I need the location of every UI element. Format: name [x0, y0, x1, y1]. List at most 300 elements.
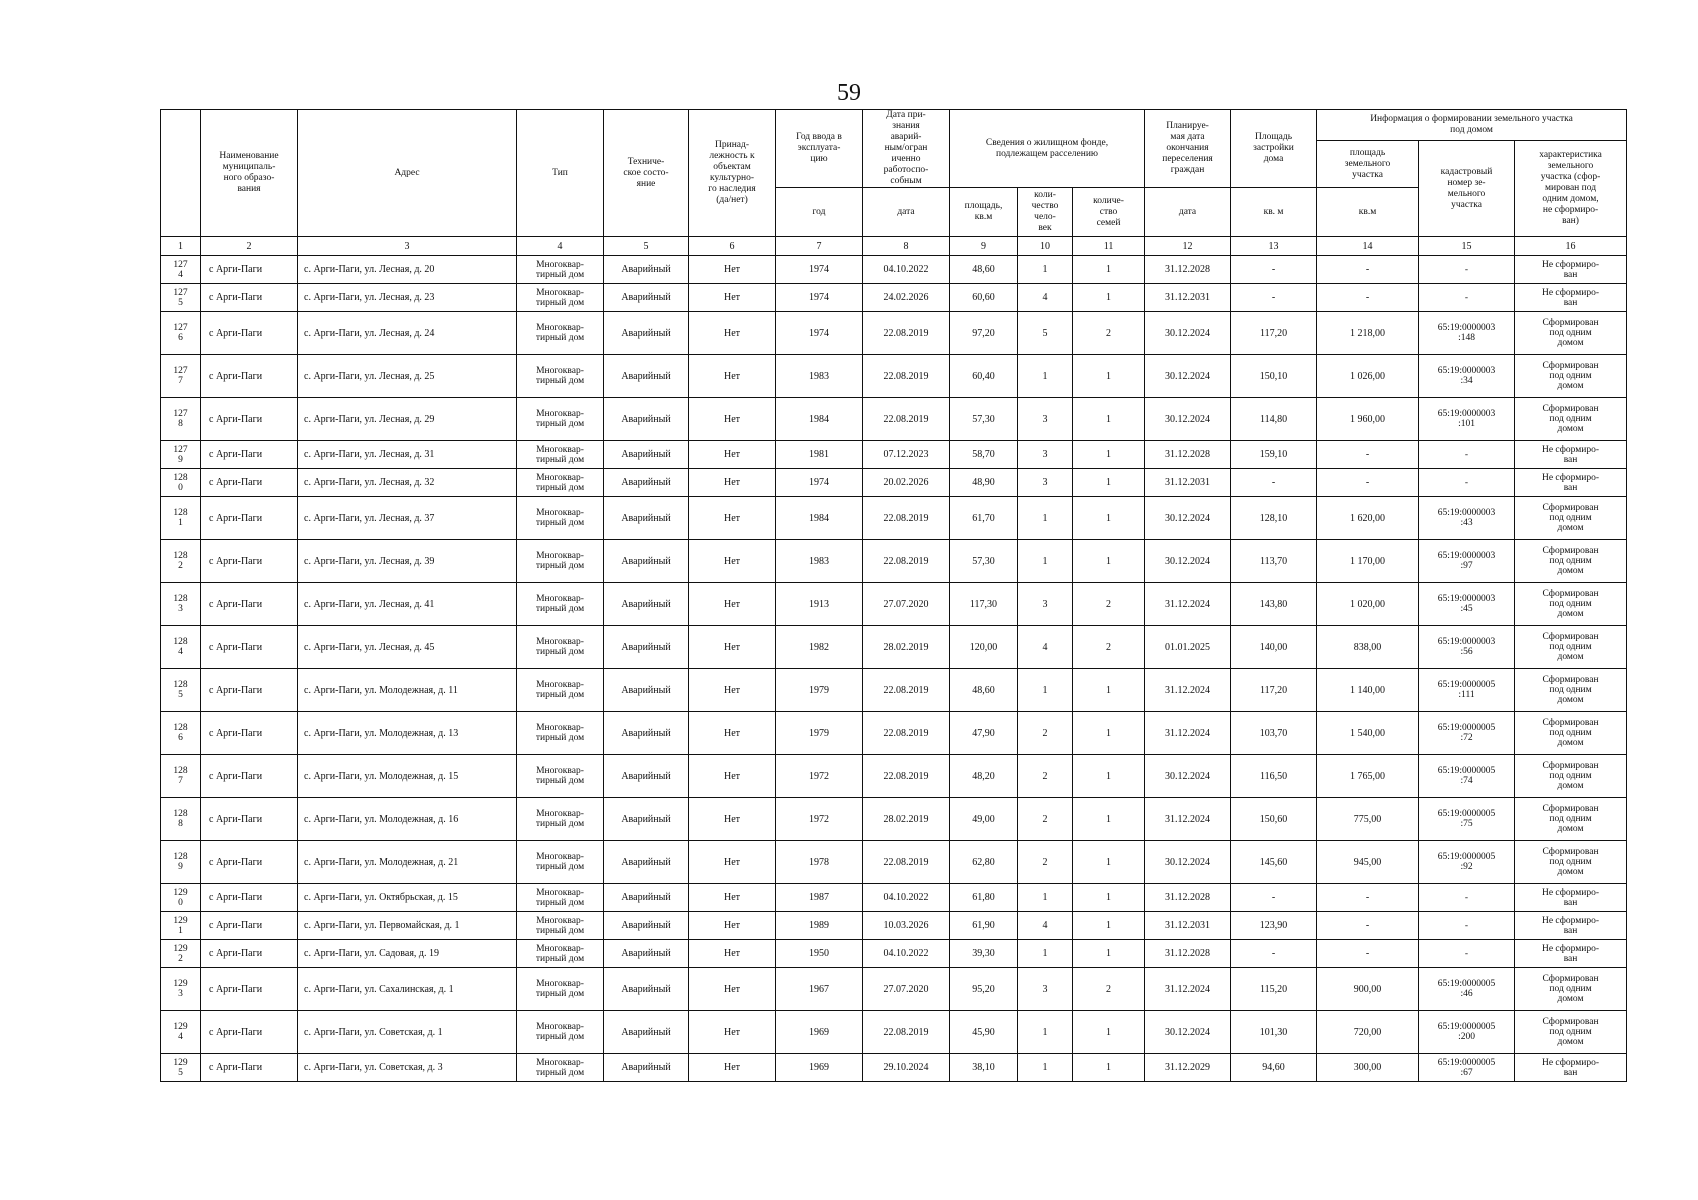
row-number: 129 3 [161, 968, 201, 1011]
land-status-cell: Сформирован под одним домом [1515, 583, 1627, 626]
address-cell: с. Арги-Паги, ул. Молодежная, д. 15 [298, 755, 517, 798]
row-number: 129 0 [161, 884, 201, 912]
people-cell: 1 [1018, 884, 1073, 912]
people-cell: 1 [1018, 256, 1073, 284]
type-cell: Многоквар- тирный дом [517, 755, 604, 798]
people-cell: 1 [1018, 669, 1073, 712]
year-cell: 1984 [776, 497, 863, 540]
table-body [161, 256, 1627, 1082]
land-status-cell: Не сформиро- ван [1515, 940, 1627, 968]
cadastral-number-cell: 65:19:0000003 :148 [1419, 312, 1515, 355]
cadastral-number-cell: - [1419, 441, 1515, 469]
header-land-status: характеристика земельного участка (сфор- мирован под одним домом, не сформиро- ван) [1515, 141, 1627, 237]
land-area-cell: 1 026,00 [1317, 355, 1419, 398]
row-number: 127 8 [161, 398, 201, 441]
resettlement-date-cell: 01.01.2025 [1145, 626, 1231, 669]
header-commission-year: Год ввода в эксплуата- цию [776, 110, 863, 188]
header-date-unit: дата [863, 188, 950, 237]
row-number: 129 5 [161, 1054, 201, 1082]
people-cell: 3 [1018, 441, 1073, 469]
type-cell: Многоквар- тирный дом [517, 798, 604, 841]
year-cell: 1969 [776, 1054, 863, 1082]
year-cell: 1983 [776, 355, 863, 398]
families-cell: 1 [1073, 540, 1145, 583]
table-header [161, 110, 1627, 256]
building-area-cell: 140,00 [1231, 626, 1317, 669]
row-number: 128 1 [161, 497, 201, 540]
row-number: 128 7 [161, 755, 201, 798]
emergency-date-cell: 22.08.2019 [863, 841, 950, 884]
people-cell: 2 [1018, 841, 1073, 884]
row-number: 129 1 [161, 912, 201, 940]
area-cell: 95,20 [950, 968, 1018, 1011]
column-number: 7 [776, 237, 863, 256]
people-cell: 1 [1018, 940, 1073, 968]
table-row [161, 912, 1627, 940]
area-cell: 48,20 [950, 755, 1018, 798]
area-cell: 47,90 [950, 712, 1018, 755]
municipality-cell: с Арги-Паги [201, 441, 298, 469]
year-cell: 1979 [776, 712, 863, 755]
families-cell: 2 [1073, 583, 1145, 626]
heritage-cell: Нет [689, 912, 776, 940]
condition-cell: Аварийный [604, 540, 689, 583]
municipality-cell: с Арги-Паги [201, 755, 298, 798]
land-status-cell: Сформирован под одним домом [1515, 626, 1627, 669]
municipality-cell: с Арги-Паги [201, 256, 298, 284]
families-cell: 1 [1073, 284, 1145, 312]
municipality-cell: с Арги-Паги [201, 712, 298, 755]
heritage-cell: Нет [689, 256, 776, 284]
people-cell: 3 [1018, 583, 1073, 626]
land-area-cell: 1 170,00 [1317, 540, 1419, 583]
people-cell: 2 [1018, 798, 1073, 841]
table-row [161, 884, 1627, 912]
municipality-cell: с Арги-Паги [201, 469, 298, 497]
families-cell: 1 [1073, 884, 1145, 912]
land-status-cell: Сформирован под одним домом [1515, 398, 1627, 441]
area-cell: 60,40 [950, 355, 1018, 398]
year-cell: 1950 [776, 940, 863, 968]
type-cell: Многоквар- тирный дом [517, 441, 604, 469]
people-cell: 3 [1018, 398, 1073, 441]
year-cell: 1974 [776, 256, 863, 284]
heritage-cell: Нет [689, 968, 776, 1011]
header-people-count: коли- чество чело- век [1018, 188, 1073, 237]
cadastral-number-cell: 65:19:0000003 :56 [1419, 626, 1515, 669]
type-cell: Многоквар- тирный дом [517, 841, 604, 884]
table-row [161, 497, 1627, 540]
address-cell: с. Арги-Паги, ул. Лесная, д. 24 [298, 312, 517, 355]
row-number: 127 5 [161, 284, 201, 312]
address-cell: с. Арги-Паги, ул. Лесная, д. 23 [298, 284, 517, 312]
land-area-cell: - [1317, 256, 1419, 284]
table-row [161, 540, 1627, 583]
land-status-cell: Не сформиро- ван [1515, 284, 1627, 312]
address-cell: с. Арги-Паги, ул. Молодежная, д. 13 [298, 712, 517, 755]
condition-cell: Аварийный [604, 968, 689, 1011]
emergency-date-cell: 04.10.2022 [863, 884, 950, 912]
families-cell: 2 [1073, 968, 1145, 1011]
heritage-cell: Нет [689, 712, 776, 755]
row-number: 127 9 [161, 441, 201, 469]
resettlement-date-cell: 31.12.2028 [1145, 441, 1231, 469]
families-cell: 1 [1073, 398, 1145, 441]
table-row [161, 798, 1627, 841]
heritage-cell: Нет [689, 398, 776, 441]
land-area-cell: - [1317, 469, 1419, 497]
resettlement-date-cell: 31.12.2024 [1145, 968, 1231, 1011]
people-cell: 3 [1018, 968, 1073, 1011]
year-cell: 1978 [776, 841, 863, 884]
resettlement-date-cell: 30.12.2024 [1145, 398, 1231, 441]
municipality-cell: с Арги-Паги [201, 497, 298, 540]
building-area-cell: - [1231, 884, 1317, 912]
heritage-cell: Нет [689, 626, 776, 669]
building-area-cell: 113,70 [1231, 540, 1317, 583]
emergency-date-cell: 20.02.2026 [863, 469, 950, 497]
cadastral-number-cell: - [1419, 469, 1515, 497]
column-number: 9 [950, 237, 1018, 256]
cadastral-number-cell: 65:19:0000005 :75 [1419, 798, 1515, 841]
land-area-cell: 1 140,00 [1317, 669, 1419, 712]
resettlement-date-cell: 31.12.2024 [1145, 583, 1231, 626]
emergency-date-cell: 27.07.2020 [863, 583, 950, 626]
cadastral-number-cell: - [1419, 940, 1515, 968]
header-building-area: Площадь застройки дома [1231, 110, 1317, 188]
cadastral-number-cell: 65:19:0000005 :200 [1419, 1011, 1515, 1054]
land-area-cell: 1 020,00 [1317, 583, 1419, 626]
land-area-cell: 300,00 [1317, 1054, 1419, 1082]
cadastral-number-cell: 65:19:0000003 :45 [1419, 583, 1515, 626]
families-cell: 1 [1073, 1054, 1145, 1082]
municipality-cell: с Арги-Паги [201, 968, 298, 1011]
heritage-cell: Нет [689, 841, 776, 884]
column-number: 3 [298, 237, 517, 256]
building-area-cell: 150,10 [1231, 355, 1317, 398]
land-status-cell: Сформирован под одним домом [1515, 497, 1627, 540]
type-cell: Многоквар- тирный дом [517, 912, 604, 940]
condition-cell: Аварийный [604, 398, 689, 441]
land-area-cell: - [1317, 884, 1419, 912]
resettlement-date-cell: 31.12.2024 [1145, 798, 1231, 841]
land-area-cell: 945,00 [1317, 841, 1419, 884]
municipality-cell: с Арги-Паги [201, 912, 298, 940]
emergency-date-cell: 04.10.2022 [863, 940, 950, 968]
condition-cell: Аварийный [604, 469, 689, 497]
year-cell: 1974 [776, 469, 863, 497]
families-cell: 1 [1073, 1011, 1145, 1054]
address-cell: с. Арги-Паги, ул. Сахалинская, д. 1 [298, 968, 517, 1011]
heritage-cell: Нет [689, 1011, 776, 1054]
area-cell: 48,60 [950, 256, 1018, 284]
year-cell: 1982 [776, 626, 863, 669]
year-cell: 1913 [776, 583, 863, 626]
municipality-cell: с Арги-Паги [201, 540, 298, 583]
header-land-area-unit: кв.м [1317, 188, 1419, 237]
land-area-cell: 1 620,00 [1317, 497, 1419, 540]
resettlement-date-cell: 31.12.2028 [1145, 256, 1231, 284]
families-cell: 1 [1073, 669, 1145, 712]
address-cell: с. Арги-Паги, ул. Лесная, д. 37 [298, 497, 517, 540]
heritage-cell: Нет [689, 1054, 776, 1082]
building-area-cell: 117,20 [1231, 669, 1317, 712]
type-cell: Многоквар- тирный дом [517, 398, 604, 441]
address-cell: с. Арги-Паги, ул. Лесная, д. 25 [298, 355, 517, 398]
people-cell: 2 [1018, 755, 1073, 798]
cadastral-number-cell: 65:19:0000003 :101 [1419, 398, 1515, 441]
heritage-cell: Нет [689, 540, 776, 583]
families-cell: 1 [1073, 497, 1145, 540]
header-family-count: количе- ство семей [1073, 188, 1145, 237]
land-status-cell: Сформирован под одним домом [1515, 540, 1627, 583]
header-tech-condition: Техниче- ское состо- яние [604, 110, 689, 237]
year-cell: 1974 [776, 284, 863, 312]
people-cell: 1 [1018, 1011, 1073, 1054]
land-area-cell: 1 218,00 [1317, 312, 1419, 355]
heritage-cell: Нет [689, 497, 776, 540]
land-status-cell: Сформирован под одним домом [1515, 355, 1627, 398]
families-cell: 1 [1073, 755, 1145, 798]
table-row [161, 755, 1627, 798]
column-number: 10 [1018, 237, 1073, 256]
table-row [161, 626, 1627, 669]
resettlement-date-cell: 31.12.2024 [1145, 669, 1231, 712]
condition-cell: Аварийный [604, 940, 689, 968]
type-cell: Многоквар- тирный дом [517, 583, 604, 626]
type-cell: Многоквар- тирный дом [517, 469, 604, 497]
table-row [161, 968, 1627, 1011]
emergency-date-cell: 24.02.2026 [863, 284, 950, 312]
column-number: 13 [1231, 237, 1317, 256]
emergency-date-cell: 07.12.2023 [863, 441, 950, 469]
resettlement-date-cell: 31.12.2031 [1145, 912, 1231, 940]
municipality-cell: с Арги-Паги [201, 355, 298, 398]
address-cell: с. Арги-Паги, ул. Садовая, д. 19 [298, 940, 517, 968]
year-cell: 1984 [776, 398, 863, 441]
families-cell: 2 [1073, 312, 1145, 355]
condition-cell: Аварийный [604, 312, 689, 355]
emergency-date-cell: 22.08.2019 [863, 355, 950, 398]
cadastral-number-cell: 65:19:0000005 :46 [1419, 968, 1515, 1011]
land-status-cell: Сформирован под одним домом [1515, 798, 1627, 841]
land-status-cell: Не сформиро- ван [1515, 912, 1627, 940]
type-cell: Многоквар- тирный дом [517, 968, 604, 1011]
column-number: 5 [604, 237, 689, 256]
header-building-area-unit: кв. м [1231, 188, 1317, 237]
column-number: 4 [517, 237, 604, 256]
condition-cell: Аварийный [604, 497, 689, 540]
type-cell: Многоквар- тирный дом [517, 940, 604, 968]
land-status-cell: Сформирован под одним домом [1515, 712, 1627, 755]
table-row [161, 256, 1627, 284]
type-cell: Многоквар- тирный дом [517, 1054, 604, 1082]
header-resettlement-date: Планируе- мая дата окончания переселения граждан [1145, 110, 1231, 188]
people-cell: 1 [1018, 355, 1073, 398]
type-cell: Многоквар- тирный дом [517, 256, 604, 284]
area-cell: 61,80 [950, 884, 1018, 912]
table-row [161, 441, 1627, 469]
header-heritage: Принад- лежность к объектам культурно- го наследия (да/нет) [689, 110, 776, 237]
header-emergency-date: Дата при- знания аварий- ным/огран иченно работоспо- собным [863, 110, 950, 188]
emergency-date-cell: 28.02.2019 [863, 798, 950, 841]
row-number: 129 2 [161, 940, 201, 968]
year-cell: 1972 [776, 798, 863, 841]
land-area-cell: 1 540,00 [1317, 712, 1419, 755]
area-cell: 60,60 [950, 284, 1018, 312]
address-cell: с. Арги-Паги, ул. Первомайская, д. 1 [298, 912, 517, 940]
heritage-cell: Нет [689, 441, 776, 469]
people-cell: 1 [1018, 540, 1073, 583]
area-cell: 58,70 [950, 441, 1018, 469]
header-cadastral-number: кадастровый номер зе- мельного участка [1419, 141, 1515, 237]
area-cell: 45,90 [950, 1011, 1018, 1054]
emergency-date-cell: 22.08.2019 [863, 669, 950, 712]
table-row [161, 1054, 1627, 1082]
people-cell: 1 [1018, 497, 1073, 540]
year-cell: 1987 [776, 884, 863, 912]
condition-cell: Аварийный [604, 284, 689, 312]
condition-cell: Аварийный [604, 798, 689, 841]
address-cell: с. Арги-Паги, ул. Лесная, д. 29 [298, 398, 517, 441]
building-area-cell: 114,80 [1231, 398, 1317, 441]
municipality-cell: с Арги-Паги [201, 1011, 298, 1054]
people-cell: 4 [1018, 626, 1073, 669]
resettlement-date-cell: 30.12.2024 [1145, 312, 1231, 355]
emergency-date-cell: 22.08.2019 [863, 312, 950, 355]
municipality-cell: с Арги-Паги [201, 798, 298, 841]
people-cell: 3 [1018, 469, 1073, 497]
condition-cell: Аварийный [604, 256, 689, 284]
building-area-cell: 115,20 [1231, 968, 1317, 1011]
type-cell: Многоквар- тирный дом [517, 1011, 604, 1054]
area-cell: 48,90 [950, 469, 1018, 497]
emergency-date-cell: 04.10.2022 [863, 256, 950, 284]
row-number: 128 2 [161, 540, 201, 583]
land-status-cell: Сформирован под одним домом [1515, 841, 1627, 884]
area-cell: 48,60 [950, 669, 1018, 712]
emergency-date-cell: 28.02.2019 [863, 626, 950, 669]
land-area-cell: - [1317, 940, 1419, 968]
families-cell: 1 [1073, 441, 1145, 469]
table-row [161, 312, 1627, 355]
cadastral-number-cell: - [1419, 256, 1515, 284]
header-type: Тип [517, 110, 604, 237]
heritage-cell: Нет [689, 583, 776, 626]
column-number: 2 [201, 237, 298, 256]
year-cell: 1979 [776, 669, 863, 712]
people-cell: 5 [1018, 312, 1073, 355]
building-area-cell: 116,50 [1231, 755, 1317, 798]
cadastral-number-cell: 65:19:0000005 :92 [1419, 841, 1515, 884]
municipality-cell: с Арги-Паги [201, 841, 298, 884]
municipality-cell: с Арги-Паги [201, 884, 298, 912]
address-cell: с. Арги-Паги, ул. Молодежная, д. 16 [298, 798, 517, 841]
header-area: площадь, кв.м [950, 188, 1018, 237]
cadastral-number-cell: - [1419, 884, 1515, 912]
area-cell: 57,30 [950, 398, 1018, 441]
land-area-cell: - [1317, 284, 1419, 312]
resettlement-date-cell: 31.12.2028 [1145, 884, 1231, 912]
people-cell: 1 [1018, 1054, 1073, 1082]
column-number: 1 [161, 237, 201, 256]
building-area-cell: - [1231, 940, 1317, 968]
municipality-cell: с Арги-Паги [201, 284, 298, 312]
row-number: 128 4 [161, 626, 201, 669]
type-cell: Многоквар- тирный дом [517, 669, 604, 712]
type-cell: Многоквар- тирный дом [517, 884, 604, 912]
resettlement-date-cell: 30.12.2024 [1145, 540, 1231, 583]
people-cell: 2 [1018, 712, 1073, 755]
land-area-cell: 720,00 [1317, 1011, 1419, 1054]
condition-cell: Аварийный [604, 669, 689, 712]
table-row [161, 1011, 1627, 1054]
land-status-cell: Сформирован под одним домом [1515, 312, 1627, 355]
emergency-date-cell: 22.08.2019 [863, 398, 950, 441]
type-cell: Многоквар- тирный дом [517, 712, 604, 755]
municipality-cell: с Арги-Паги [201, 1054, 298, 1082]
land-status-cell: Сформирован под одним домом [1515, 968, 1627, 1011]
type-cell: Многоквар- тирный дом [517, 626, 604, 669]
row-number: 128 3 [161, 583, 201, 626]
resettlement-date-cell: 30.12.2024 [1145, 1011, 1231, 1054]
families-cell: 1 [1073, 912, 1145, 940]
address-cell: с. Арги-Паги, ул. Октябрьская, д. 15 [298, 884, 517, 912]
land-area-cell: 838,00 [1317, 626, 1419, 669]
municipality-cell: с Арги-Паги [201, 312, 298, 355]
condition-cell: Аварийный [604, 1011, 689, 1054]
header-address: Адрес [298, 110, 517, 237]
municipality-cell: с Арги-Паги [201, 583, 298, 626]
families-cell: 1 [1073, 798, 1145, 841]
header-housing-group: Сведения о жилищном фонде, подлежащем расселению [950, 110, 1145, 188]
header-year-unit: год [776, 188, 863, 237]
emergency-date-cell: 10.03.2026 [863, 912, 950, 940]
emergency-date-cell: 29.10.2024 [863, 1054, 950, 1082]
heritage-cell: Нет [689, 755, 776, 798]
families-cell: 1 [1073, 940, 1145, 968]
table-row [161, 355, 1627, 398]
row-number: 128 9 [161, 841, 201, 884]
table-row [161, 398, 1627, 441]
table-row [161, 841, 1627, 884]
heritage-cell: Нет [689, 312, 776, 355]
header-land-group: Информация о формировании земельного участка под домом [1317, 110, 1627, 141]
row-number: 129 4 [161, 1011, 201, 1054]
heritage-cell: Нет [689, 798, 776, 841]
table-row [161, 712, 1627, 755]
header-land-area: площадь земельного участка [1317, 141, 1419, 188]
table-row [161, 583, 1627, 626]
condition-cell: Аварийный [604, 441, 689, 469]
row-number: 127 6 [161, 312, 201, 355]
land-status-cell: Не сформиро- ван [1515, 469, 1627, 497]
type-cell: Многоквар- тирный дом [517, 284, 604, 312]
cadastral-number-cell: 65:19:0000005 :72 [1419, 712, 1515, 755]
address-cell: с. Арги-Паги, ул. Советская, д. 1 [298, 1011, 517, 1054]
column-number: 6 [689, 237, 776, 256]
address-cell: с. Арги-Паги, ул. Лесная, д. 45 [298, 626, 517, 669]
year-cell: 1981 [776, 441, 863, 469]
address-cell: с. Арги-Паги, ул. Лесная, д. 39 [298, 540, 517, 583]
condition-cell: Аварийный [604, 912, 689, 940]
building-area-cell: 143,80 [1231, 583, 1317, 626]
address-cell: с. Арги-Паги, ул. Молодежная, д. 11 [298, 669, 517, 712]
building-area-cell: 101,30 [1231, 1011, 1317, 1054]
heritage-cell: Нет [689, 469, 776, 497]
land-status-cell: Сформирован под одним домом [1515, 669, 1627, 712]
heritage-cell: Нет [689, 884, 776, 912]
